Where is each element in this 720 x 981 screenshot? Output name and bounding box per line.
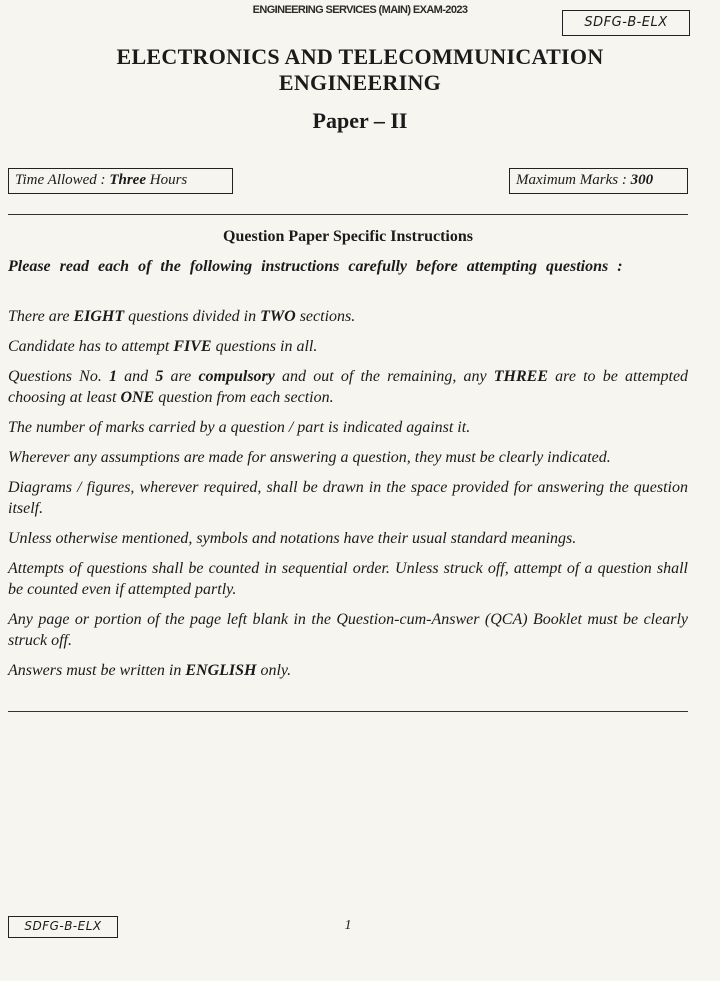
instruction-emphasis: EIGHT [73, 308, 125, 325]
paper-number: Paper – II [312, 108, 408, 133]
divider-top [8, 214, 688, 215]
booklet-code-top: SDFG-B-ELX [562, 10, 690, 36]
maximum-marks-box [509, 168, 688, 194]
instruction-text: There are [8, 308, 74, 325]
instruction-text: and [117, 368, 156, 385]
instruction-item [8, 306, 688, 327]
instruction-emphasis: 5 [155, 368, 164, 385]
time-allowed-box [8, 168, 233, 194]
instruction-text: The number of marks carried by a question / part is indicated against it. [8, 419, 471, 436]
instruction-text: Questions No. [8, 368, 110, 385]
paper-title [0, 44, 720, 96]
instruction-item [8, 336, 688, 357]
instruction-text: are to be attempted choosing at least [8, 368, 689, 406]
instruction-emphasis: ONE [120, 389, 155, 406]
divider-bottom [8, 711, 688, 712]
instruction-text: Attempts of questions shall be counted in sequential order. Unless struck off, attempt of a question shall be counted even if attempted partly. [8, 560, 688, 598]
instruction-item [8, 477, 688, 519]
instruction-emphasis: FIVE [173, 338, 212, 355]
marks-value: 300 [630, 172, 654, 188]
instruction-emphasis: TWO [260, 308, 296, 325]
instruction-item [8, 417, 688, 438]
time-value: Three [109, 172, 146, 188]
instructions-list [8, 306, 688, 690]
instruction-item [8, 609, 688, 651]
instruction-text: only. [256, 662, 292, 679]
instruction-item [8, 660, 688, 681]
instruction-text: Answers must be written in [8, 662, 186, 679]
instructions-lead: Please read each of the following instructions carefully before attempting questions : [8, 258, 623, 275]
instruction-item [8, 366, 688, 408]
instruction-text: questions in all. [211, 338, 318, 355]
time-label: Time Allowed : [15, 172, 110, 188]
instruction-text: questions divided in [124, 308, 261, 325]
instruction-emphasis: THREE [493, 368, 549, 385]
instruction-emphasis: compulsory [198, 368, 275, 385]
instruction-item [8, 447, 688, 468]
page-number: 1 [344, 918, 352, 933]
instruction-item [8, 528, 688, 549]
exam-stamp: ENGINEERING SERVICES (MAIN) EXAM-2023 [252, 4, 468, 16]
instruction-text: Candidate has to attempt [8, 338, 174, 355]
instruction-text: sections. [295, 308, 356, 325]
instruction-text: Wherever any assumptions are made for answering a question, they must be clearly indicated. [8, 449, 611, 466]
title-line-1: ELECTRONICS AND TELECOMMUNICATION [116, 44, 604, 69]
instruction-text: and out of the remaining, any [274, 368, 494, 385]
instructions-heading: Question Paper Specific Instructions [223, 228, 473, 245]
instruction-emphasis: ENGLISH [185, 662, 257, 679]
marks-label: Maximum Marks : [516, 172, 631, 188]
instruction-text: Diagrams / figures, wherever required, shall be drawn in the space provided for answering the question itself. [8, 479, 688, 517]
title-line-2: ENGINEERING [278, 70, 442, 95]
instruction-text: question from each section. [154, 389, 334, 406]
instruction-text: Any page or portion of the page left blank in the Question-cum-Answer (QCA) Booklet must be clearly struck off. [8, 611, 688, 649]
instruction-item [8, 558, 688, 600]
instruction-emphasis: 1 [109, 368, 118, 385]
time-unit: Hours [145, 172, 188, 188]
instruction-text: are [163, 368, 199, 385]
instruction-text: Unless otherwise mentioned, symbols and notations have their usual standard meanings. [8, 530, 577, 547]
booklet-code-bottom: SDFG-B-ELX [8, 916, 118, 938]
